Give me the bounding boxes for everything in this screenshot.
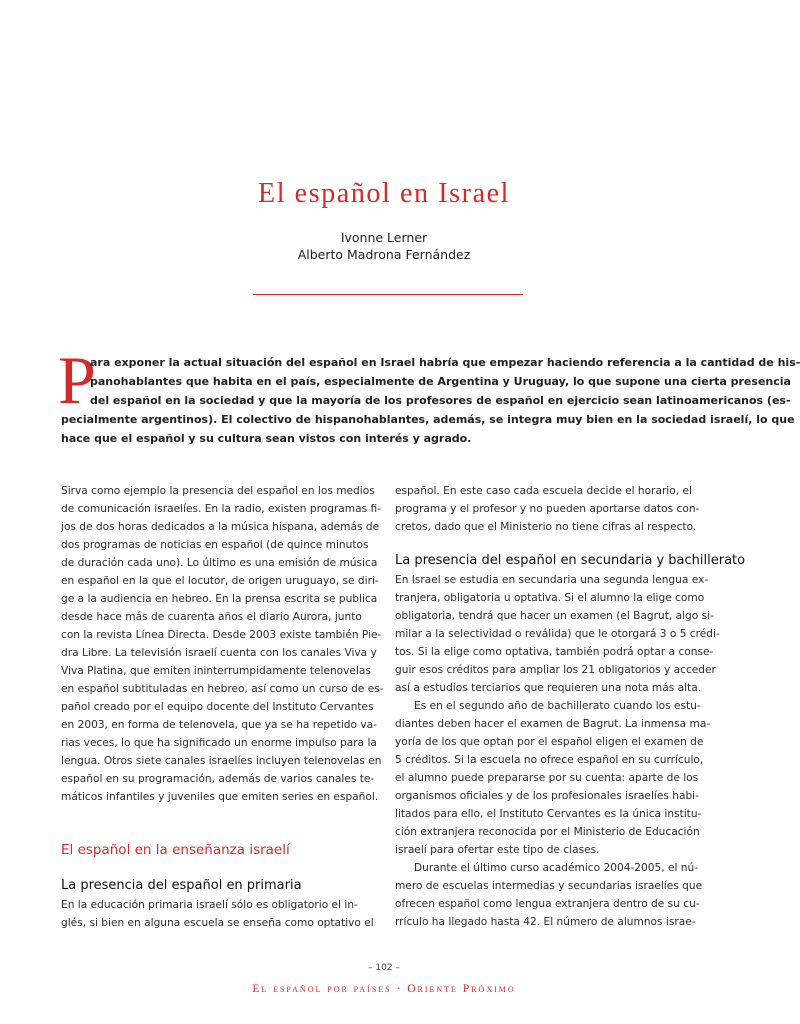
text-line: en español subtituladas en hebreo, así como un curso de es- — [61, 683, 384, 695]
section-heading: El español en la enseñanza israelí — [61, 842, 290, 858]
text-line: español. En este caso cada escuela decide el horario, el — [395, 485, 692, 497]
text-line: diantes deben hacer el examen de Bagrut. La inmensa ma- — [395, 718, 711, 730]
intro-line: hace que el español y su cultura sean vistos con interés y agrado. — [61, 432, 472, 445]
intro-paragraph-continued — [61, 410, 795, 448]
text-line: máticos infantiles y juveniles que emiten series en español. — [61, 791, 379, 803]
intro-paragraph — [90, 353, 800, 410]
intro-line: panohablantes que habita en el país, especialmente de Argentina y Uruguay, lo que supone una cierta presencia — [90, 375, 791, 388]
right-column-body — [395, 571, 720, 931]
text-line: Durante el último curso académico 2004-2005, el nú- — [414, 862, 699, 874]
running-footer: El español por países · Oriente Próximo — [252, 983, 516, 995]
intro-line: del español en la sociedad y que la mayoría de los profesores de español en ejercicio sean latinoamericanos (es- — [90, 394, 791, 407]
text-line: ge a la audiencia en hebreo. En la prensa escrita se publica — [61, 593, 378, 605]
text-line: dos programas de noticias en español (de quince minutos — [61, 539, 369, 551]
text-line: lengua. Otros siete canales israelíes incluyen telenovelas en — [61, 755, 382, 767]
author-name: Alberto Madrona Fernández — [297, 247, 471, 262]
text-line: en español en la que el locutor, de origen uruguayo, se diri- — [61, 575, 379, 587]
text-line: tranjera, obligatoria u optativa. Si el alumno la elige como — [395, 592, 705, 604]
right-column-top — [395, 482, 707, 536]
text-line: español en su programación, además de varios canales te- — [61, 773, 375, 785]
intro-line: pecialmente argentinos). El colectivo de hispanohablantes, además, se integra muy bien en la sociedad israelí, lo que — [61, 413, 795, 426]
article-title: El español en Israel — [257, 178, 511, 209]
text-line: obligatoria, tendrá que hacer un examen (el Bagrut, algo si- — [395, 610, 714, 622]
text-line: ción extranjera reconocida por el Ministerio de Educación — [395, 826, 700, 838]
text-line: ofrecen español como lengua extranjera dentro de su cu- — [395, 898, 700, 910]
text-line: programa y el profesor y no pueden aportarse datos con- — [395, 503, 700, 515]
text-line: pañol creado por el equipo docente del Instituto Cervantes — [61, 701, 374, 713]
page-number: – 102 – — [368, 963, 400, 973]
text-line: Sirva como ejemplo la presencia del español en los medios — [61, 485, 375, 497]
text-line: 5 créditos. Si la escuela no ofrece español en su currículo, — [395, 754, 704, 766]
text-line: organismos oficiales y de los profesionales israelíes habi- — [395, 790, 699, 802]
text-line: dra Libre. La televisión israelí cuenta con los canales Viva y — [61, 647, 377, 659]
intro-line: ara exponer la actual situación del español en Israel habría que empezar haciendo referencia a la cantidad de his- — [90, 356, 800, 369]
author-name: Ivonne Lerner — [340, 230, 428, 245]
text-line: Es en el segundo año de bachillerato cuando los estu- — [414, 700, 701, 712]
text-line: yoría de los que optan por el español eligen el examen de — [395, 736, 704, 748]
text-line: glés, si bien en alguna escuela se enseña como optativo el — [61, 917, 374, 929]
text-line: litados para ello, el Instituto Cervantes es la única institu- — [395, 808, 702, 820]
left-column-body — [61, 482, 384, 806]
text-line: rias veces, lo que ha significado un enorme impulso para la — [61, 737, 377, 749]
subsection-heading-secundaria: La presencia del español en secundaria y bachillerato — [395, 553, 746, 568]
text-line: En la educación primaria israelí sólo es obligatorio el in- — [61, 899, 358, 911]
text-line: así a estudios terciarios que requieren una nota más alta. — [395, 682, 702, 694]
text-line: jos de dos horas dedicados a la música hispana, además de — [61, 521, 380, 533]
text-line: de comunicación israelíes. En la radio, existen programas fi- — [61, 503, 381, 515]
text-line: en 2003, en forma de telenovela, que ya se ha repetido va- — [61, 719, 377, 731]
text-line: con la revista Línea Directa. Desde 2003 existe también Pie- — [61, 629, 382, 641]
subsection-heading-primaria: La presencia del español en primaria — [61, 878, 302, 893]
drop-cap: P — [58, 342, 96, 418]
authors-block — [0, 229, 768, 263]
text-line: israelí para ofertar este tipo de clases. — [395, 844, 600, 856]
text-line: rrículo ha llegado hasta 42. El número de alumnos israe- — [395, 916, 696, 928]
text-line: En Israel se estudia en secundaria una segunda lengua ex- — [395, 574, 709, 586]
text-line: mero de escuelas intermedias y secundarias israelíes que — [395, 880, 703, 892]
text-line: milar a la selectividad o reválida) que le otorgará 3 o 5 crédi- — [395, 628, 720, 640]
text-line: Viva Platina, que emiten ininterrumpidamente telenovelas — [61, 665, 371, 677]
title-divider — [253, 294, 523, 295]
text-line: cretos, dado que el Ministerio no tiene cifras al respecto. — [395, 521, 697, 533]
text-line: desde hace más de cuarenta años el diario Aurora, junto — [61, 611, 362, 623]
left-column-primaria-body — [61, 896, 375, 932]
text-line: el alumno puede prepararse por su cuenta: aparte de los — [395, 772, 699, 784]
text-line: tos. Si la elige como optativa, también podrá optar a conse- — [395, 646, 714, 658]
text-line: guir esos créditos para ampliar los 21 obligatorios y acceder — [395, 664, 716, 676]
text-line: de duración cada uno). Lo último es una emisión de música — [61, 557, 378, 569]
